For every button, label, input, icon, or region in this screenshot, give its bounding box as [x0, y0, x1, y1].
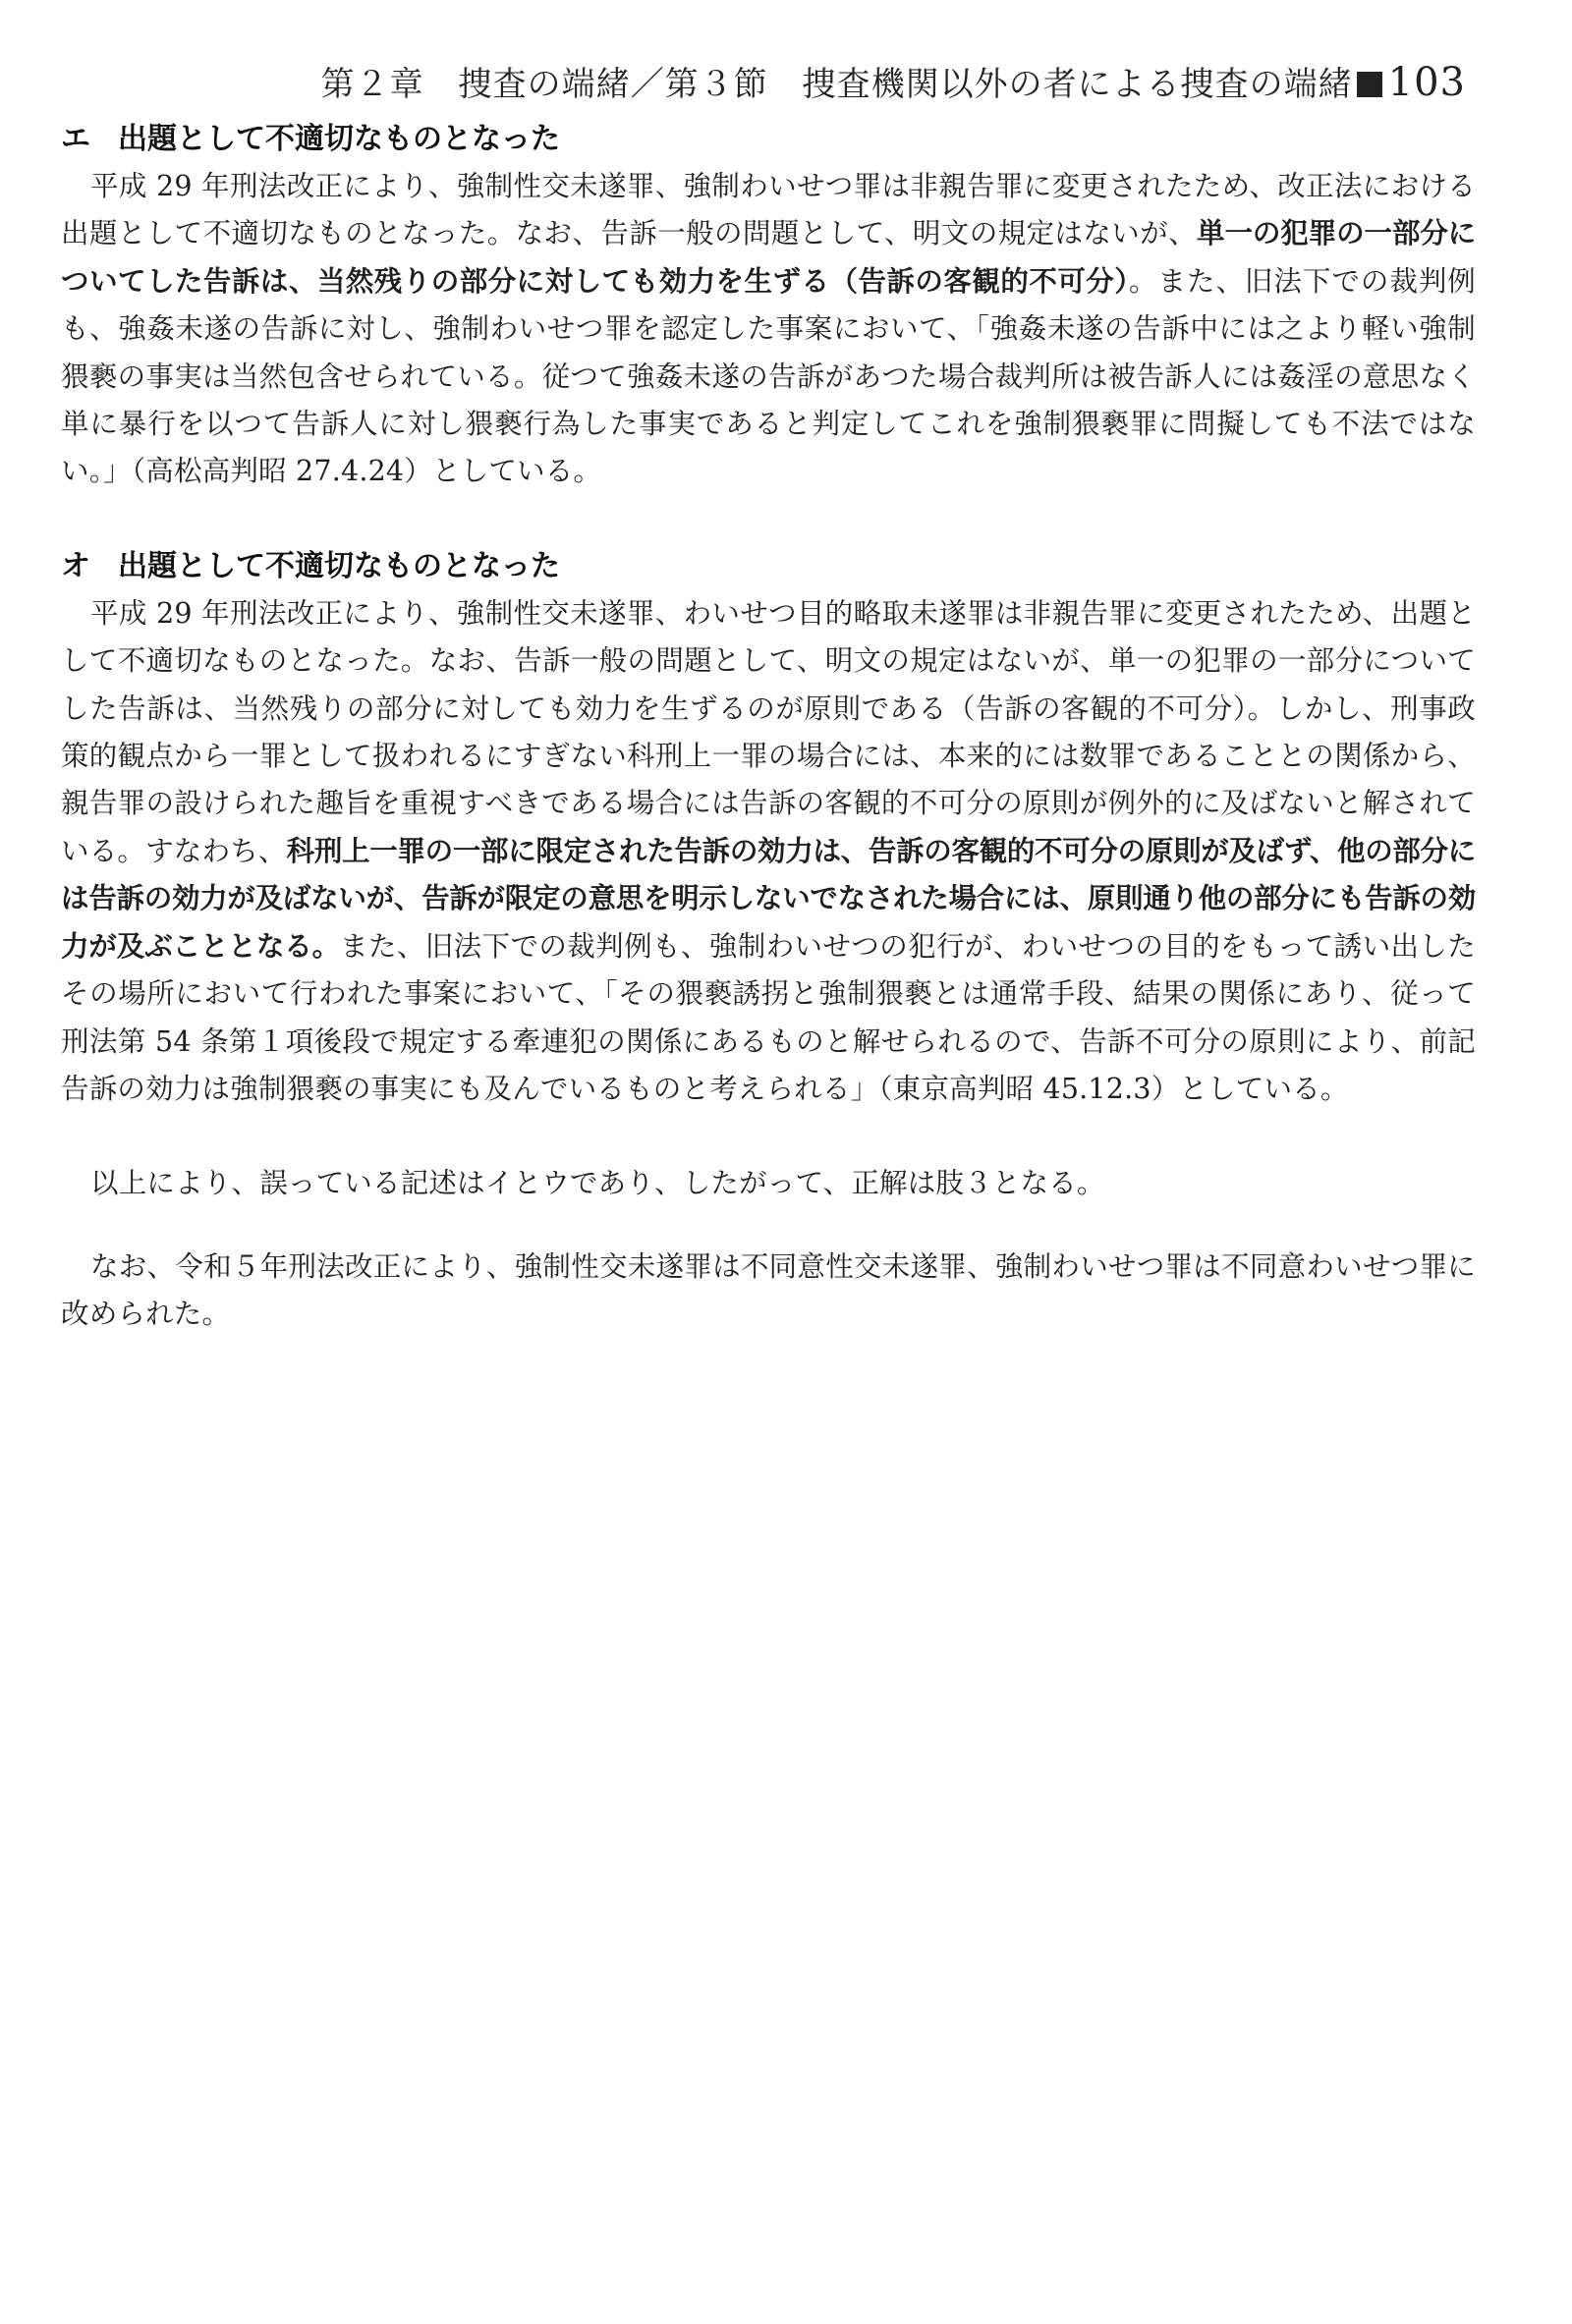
running-header: [321, 57, 1466, 105]
body-text: 平成 29 年刑法改正により、強制性交未遂罪、わいせつ目的略取未遂罪は非親告罪に変更されたため、出題として不適切なものとなった。なお、告訴一般の問題として、明文の規定はないが、単一の犯罪の一部分についてした告訴は、当然残りの部分に対しても効力を生ずるのが原則である（告訴の客観的不可分）。しかし、刑事政策的観点から一罪として扱われるにすぎない科刑上一罪の場合には、本来的には数罪であることとの関係から、親告罪の設けられた趣旨を重視すべきである場合には告訴の客観的不可分の原則が例外的に及ばないと解されている。すなわち、: [61, 596, 1476, 867]
body-text: 平成 29 年刑法改正により、強制性交未遂罪、強制わいせつ罪は非親告罪に変更されたため、改正法における出題として不適切なものとなった。なお、告訴一般の問題として、明文の規定はないが、: [61, 170, 1476, 250]
section-heading-text: 出題として不適切なものとなった: [118, 548, 560, 583]
section-heading-o: [61, 543, 1476, 590]
square-marker-icon: [1357, 72, 1382, 97]
body-text: また、旧法下での裁判例も、強制わいせつの犯行が、わいせつの目的をもって誘い出したその場所において行われた事案において、「その猥褻誘拐と強制猥褻とは通常手段、結果の関係にあり、従って刑法第 54 条第１項後段で規定する牽連犯の関係にあるものと解せられるので、告訴不可分の原則により、前記告訴の効力は強制猥褻の事実にも及んでいるものと考えられる」（東京高判昭 45.12.3）としている。: [61, 929, 1476, 1105]
body-text: 。また、旧法下での裁判例も、強姦未遂の告訴に対し、強制わいせつ罪を認定した事案において、「強姦未遂の告訴中には之より軽い強制猥褻の事実は当然包含せられている。従つて強姦未遂の告訴があつた場合裁判所は被告訴人には姦淫の意思なく単に暴行を以つて告訴人に対し猥褻行為した事実であると判定してこれを強制猥褻罪に問擬しても不法ではない。」（高松高判昭 27.4.24）としている。: [61, 264, 1476, 488]
page-body: [61, 116, 1476, 1339]
section-o-paragraph: [61, 590, 1476, 1113]
section-e-paragraph: [61, 163, 1476, 496]
emphasis-text: 科刑上一罪の一部に限定された告訴の効力は、告訴の客観的不可分の原則が及ばず、他の部分には告訴の効力が及ばないが、告訴が限定の意思を明示しないでなされた場合には、原則通り他の部分にも告訴の効力が及ぶこととなる。: [61, 834, 1477, 963]
chapter-title: 第２章 捜査の端緒／第３節 捜査機関以外の者による捜査の端緒: [320, 65, 1353, 104]
section-heading-text: 出題として不適切なものとなった: [118, 122, 560, 156]
note-paragraph: なお、令和５年刑法改正により、強制性交未遂罪は不同意性交未遂罪、強制わいせつ罪は不同意わいせつ罪に改められた。: [61, 1249, 1476, 1331]
page-number: 103: [1387, 60, 1466, 105]
emphasis-text: 単一の犯罪の一部分についてした告訴は、当然残りの部分に対しても効力を生ずる（告訴の客観的不可分）: [61, 217, 1476, 298]
section-label: オ: [61, 548, 90, 583]
conclusion-paragraph: 以上により、誤っている記述はイとウであり、したがって、正解は肢３となる。: [90, 1167, 1105, 1200]
section-label: エ: [61, 122, 90, 156]
section-heading-e: [61, 116, 1476, 163]
